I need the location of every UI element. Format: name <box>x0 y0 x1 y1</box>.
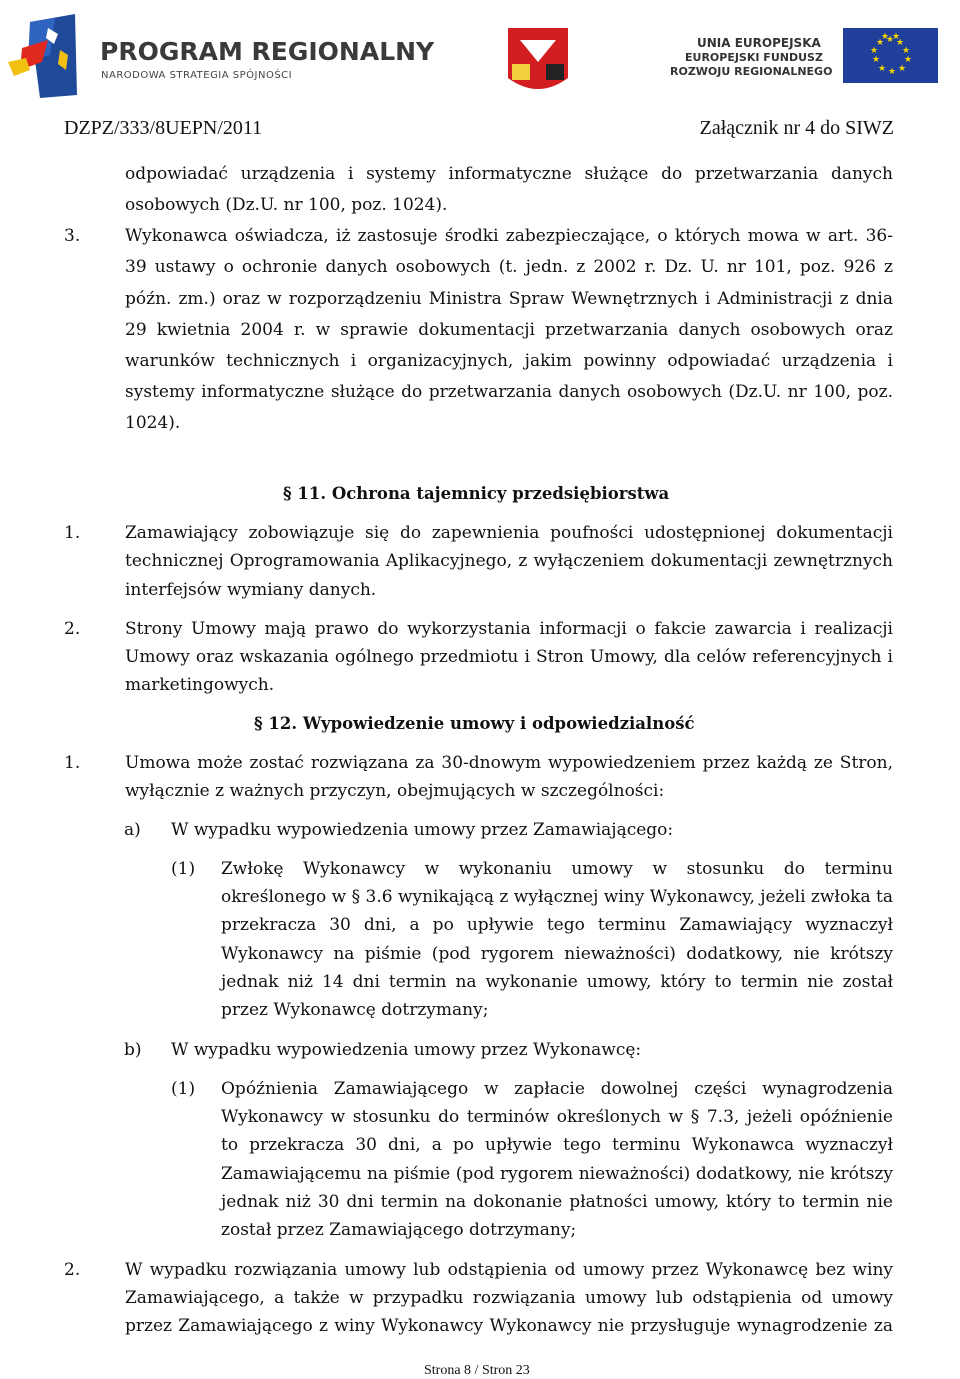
s12-item2-line2: Zamawiającego, a także w przypadku rozwiązania umowy lub odstąpienia od umowy <box>125 1288 893 1308</box>
subsubitem-number: (1) <box>171 859 196 879</box>
item3-line1: Wykonawca oświadcza, iż zastosuje środki zabezpieczające, o których mowa w art. 36- <box>125 226 893 246</box>
item-number: 2. <box>64 1260 81 1280</box>
s11-item1-line3: interfejsów wymiany danych. <box>125 580 377 600</box>
s12-item2-line3: przez Zamawiającego z winy Wykonawcy Wykonawcy nie przysługuje wynagrodzenie za <box>125 1316 893 1336</box>
svg-text:★: ★ <box>870 46 879 56</box>
item-number: 1. <box>64 523 81 543</box>
para-cont-line2: osobowych (Dz.U. nr 100, poz. 1024). <box>125 195 448 215</box>
s11-item2-line2: Umowy oraz wskazania ogólnego przedmiotu i Stron Umowy, dla celów referencyjnych i <box>125 647 893 667</box>
logo-left-subtitle: NARODOWA STRATEGIA SPÓJNOŚCI <box>101 70 293 81</box>
svg-text:★: ★ <box>881 32 890 42</box>
logo-left-title: PROGRAM REGIONALNY <box>100 37 435 66</box>
logo-right-line2: EUROPEJSKI FUNDUSZ <box>685 51 823 64</box>
eu-flag-icon <box>843 28 938 83</box>
s12-item1-line2: wyłącznie z ważnych przyczyn, obejmujących w szczególności: <box>125 781 665 801</box>
subsubitem-number: (1) <box>171 1079 196 1099</box>
s12-item1-line1: Umowa może zostać rozwiązana za 30-dnowym wypowiedzeniem przez każdą ze Stron, <box>125 753 893 773</box>
logo-right-line1: UNIA EUROPEJSKA <box>697 36 821 50</box>
section-11-title: § 11. Ochrona tajemnicy przedsiębiorstwa <box>283 484 670 503</box>
item3-line6: systemy informatyczne służące do przetwarzania danych osobowych (Dz.U. nr 100, poz. <box>125 382 893 402</box>
logo-graphics <box>0 0 960 108</box>
page-number: Strona 8 / Stron 23 <box>424 1363 530 1378</box>
item3-line2: 39 ustawy o ochronie danych osobowych (t. jedn. z 2002 r. Dz. U. nr 101, poz. 926 z <box>125 257 893 277</box>
a1-line3: przekracza 30 dni, a po upływie tego terminu Zamawiający wyznaczył <box>221 915 893 935</box>
item-number: 2. <box>64 619 81 639</box>
a1-line4: Wykonawcy na piśmie (pod rygorem nieważności) dodatkowy, nie krótszy <box>221 944 893 964</box>
svg-text:★: ★ <box>886 35 895 45</box>
subitem-a-text: W wypadku wypowiedzenia umowy przez Zamawiającego: <box>171 820 674 840</box>
item-number: 1. <box>64 753 81 773</box>
b1-line1: Opóźnienia Zamawiającego w zapłacie dowolnej części wynagrodzenia <box>221 1079 893 1099</box>
subitem-letter: b) <box>124 1040 142 1060</box>
svg-text:★: ★ <box>892 32 901 42</box>
item3-line3: późn. zm.) oraz w rozporządzeniu Ministra Spraw Wewnętrznych i Administracji z dnia <box>125 289 893 309</box>
a1-line6: przez Wykonawcę dotrzymany; <box>221 1000 489 1020</box>
para-cont-line1: odpowiadać urządzenia i systemy informatyczne służące do przetwarzania danych <box>125 164 893 184</box>
logo-right-line3: ROZWOJU REGIONALNEGO <box>670 65 833 78</box>
s11-item2-line1: Strony Umowy mają prawo do wykorzystania informacji o fakcie zawarcia i realizacji <box>125 619 893 639</box>
item3-line7: 1024). <box>125 413 181 433</box>
b1-line5: jednak niż 30 dni termin na dokonanie płatności umowy, który to termin nie <box>221 1192 893 1212</box>
b1-line3: to przekracza 30 dni, a po upływie tego terminu Wykonawca wyznaczył <box>221 1135 893 1155</box>
s12-item2-line1: W wypadku rozwiązania umowy lub odstąpienia od umowy przez Wykonawcę bez winy <box>125 1260 893 1280</box>
b1-line4: Zamawiającemu na piśmie (pod rygorem nieważności) dodatkowy, nie krótszy <box>221 1164 893 1184</box>
subitem-b-text: W wypadku wypowiedzenia umowy przez Wykonawcę: <box>171 1040 642 1060</box>
svg-text:★: ★ <box>872 55 881 65</box>
svg-text:★: ★ <box>898 64 907 74</box>
program-regionalny-emblem <box>8 14 77 98</box>
attachment-label: Załącznik nr 4 do SIWZ <box>699 117 894 139</box>
b1-line2: Wykonawcy w stosunku do terminów określonych w § 7.3, jeżeli opóźnienie <box>221 1107 893 1127</box>
a1-line5: jednak niż 14 dni termin na wykonanie umowy, który to termin nie został <box>221 972 893 992</box>
svg-text:★: ★ <box>902 46 911 56</box>
s11-item1-line1: Zamawiający zobowiązuje się do zapewnienia poufności udostępnionej dokumentacji <box>125 523 893 543</box>
item-number: 3. <box>64 226 81 246</box>
a1-line1: Zwłokę Wykonawcy w wykonaniu umowy w stosunku do terminu <box>221 859 893 879</box>
s11-item2-line3: marketingowych. <box>125 675 275 695</box>
doc-id: DZPZ/333/8UEPN/2011 <box>64 117 263 139</box>
subitem-letter: a) <box>124 820 141 840</box>
svg-text:★: ★ <box>876 38 885 48</box>
logo-bar <box>0 0 960 108</box>
svg-text:★: ★ <box>888 67 897 77</box>
b1-line6: został przez Zamawiającego dotrzymany; <box>221 1220 577 1240</box>
svg-text:★: ★ <box>904 55 913 65</box>
item3-line4: 29 kwietnia 2004 r. w sprawie dokumentacji przetwarzania danych osobowych oraz <box>125 320 893 340</box>
item3-line5: warunków technicznych i organizacyjnych, jakim powinny odpowiadać urządzenia i <box>125 351 893 371</box>
svg-text:★: ★ <box>896 38 905 48</box>
s11-item1-line2: technicznej Oprogramowania Aplikacyjnego, z wyłączeniem dokumentacji zewnętrznych <box>125 551 893 571</box>
coat-of-arms-emblem <box>508 28 568 89</box>
svg-text:★: ★ <box>878 64 887 74</box>
a1-line2: określonego w § 3.6 wynikającą z wyłącznej winy Wykonawcy, jeżeli zwłoka ta <box>221 887 893 907</box>
section-12-title: § 12. Wypowiedzenie umowy i odpowiedzialność <box>254 714 695 733</box>
